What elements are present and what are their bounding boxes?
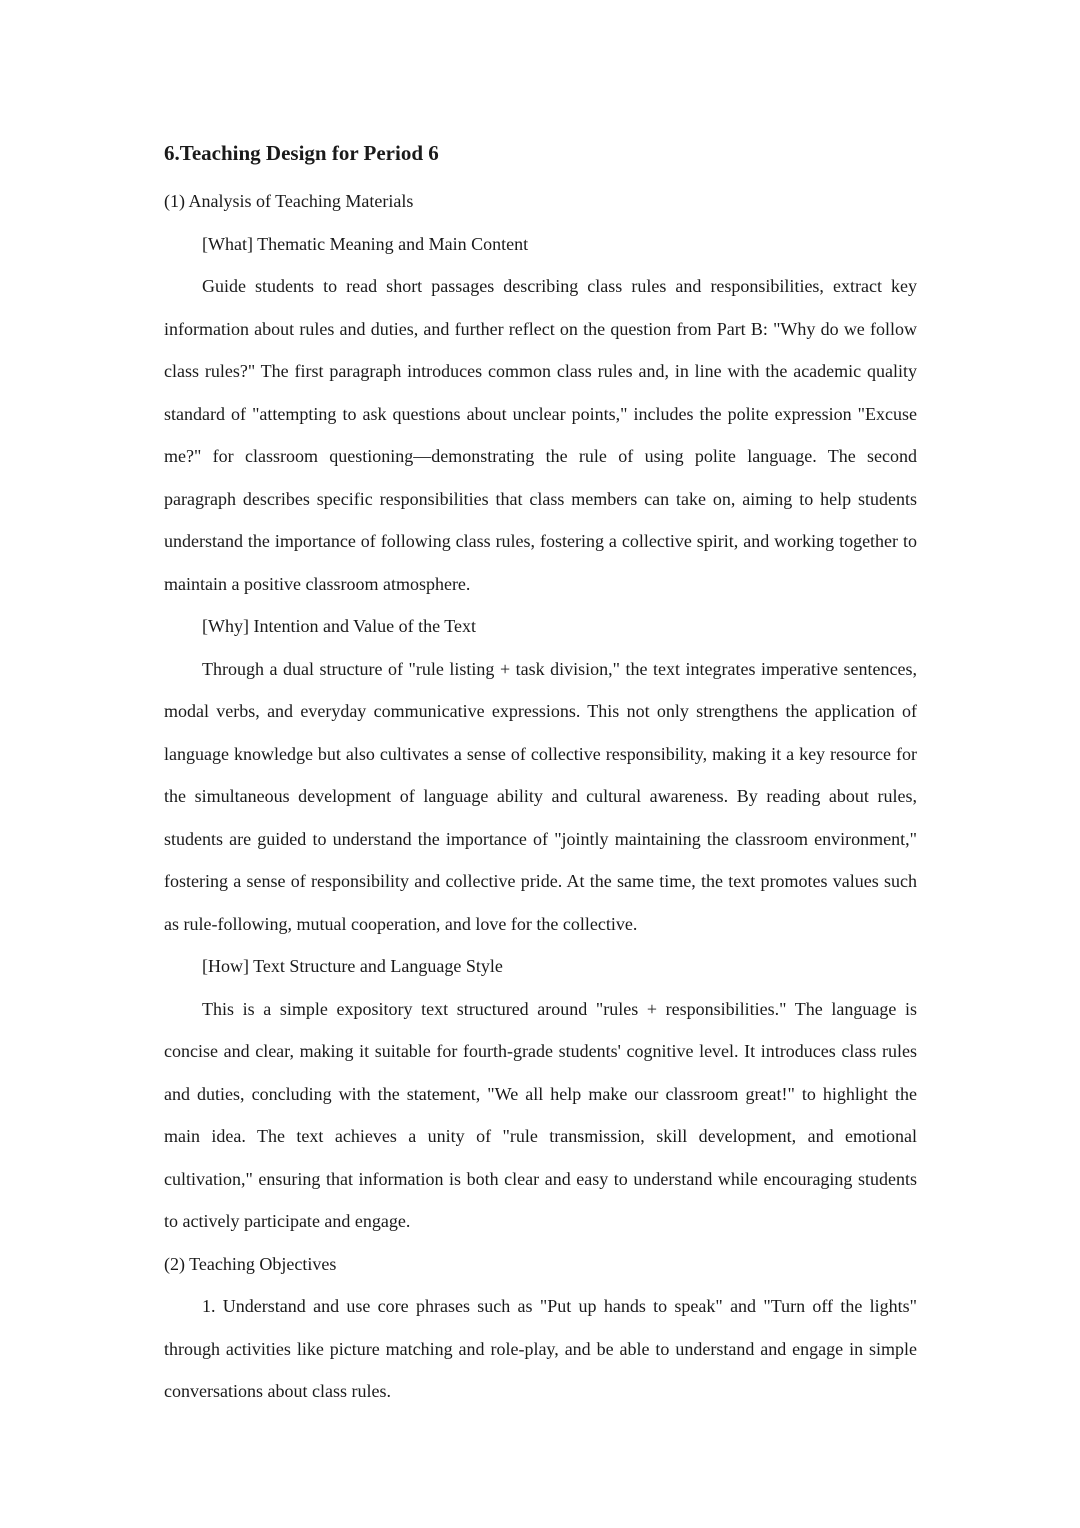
subheading-why: [Why] Intention and Value of the Text: [202, 616, 476, 636]
document-page: [164, 138, 917, 1413]
objective-1: 1. Understand and use core phrases such as "Put up hands to speak" and "Turn off the lights" through activities like picture matching and role-play, and be able to understand and engage in simple conversations about class rules.: [164, 1296, 917, 1401]
section-heading-analysis: (1) Analysis of Teaching Materials: [164, 191, 414, 211]
section-heading-objectives: (2) Teaching Objectives: [164, 1253, 337, 1274]
subheading-what: [What] Thematic Meaning and Main Content: [202, 233, 529, 254]
paragraph-how: This is a simple expository text structured around "rules + responsibilities." The language is concise and clear, making it suitable for fourth-grade students' cognitive level. It introduces class rules and duties, concluding with the statement, "We all help make our classroom great!" to highlight the main idea. The text achieves a unity of "rule transmission, skill development, and emotional cultivation," ensuring that information is both clear and easy to understand while encouraging students to actively participate and engage.: [164, 998, 917, 1231]
subheading-how: [How] Text Structure and Language Style: [202, 956, 503, 976]
paragraph-why: Through a dual structure of "rule listing + task division," the text integrates imperative sentences, modal verbs, and everyday communicative expressions. This not only strengthens the application of language knowledge but also cultivates a sense of collective responsibility, making it a key resource for the simultaneous development of language ability and cultural awareness. By reading about rules, students are guided to understand the importance of "jointly maintaining the classroom environment," fostering a sense of responsibility and collective pride. At the same time, the text promotes values such as rule-following, mutual cooperation, and love for the collective.: [164, 658, 917, 934]
paragraph-what: Guide students to read short passages describing class rules and responsibilities, extract key information about rules and duties, and further reflect on the question from Part B: "Why do we follow class rules?" The first paragraph introduces common class rules and, in line with the academic quality standard of "attempting to ask questions about unclear points," includes the polite expression "Excuse me?" for classroom questioning—demonstrating the rule of using polite language. The second paragraph describes specific responsibilities that class members can take on, aiming to help students understand the importance of following class rules, fostering a collective spirit, and working together to maintain a positive classroom atmosphere.: [164, 276, 917, 594]
document-title: 6.Teaching Design for Period 6: [164, 141, 439, 165]
